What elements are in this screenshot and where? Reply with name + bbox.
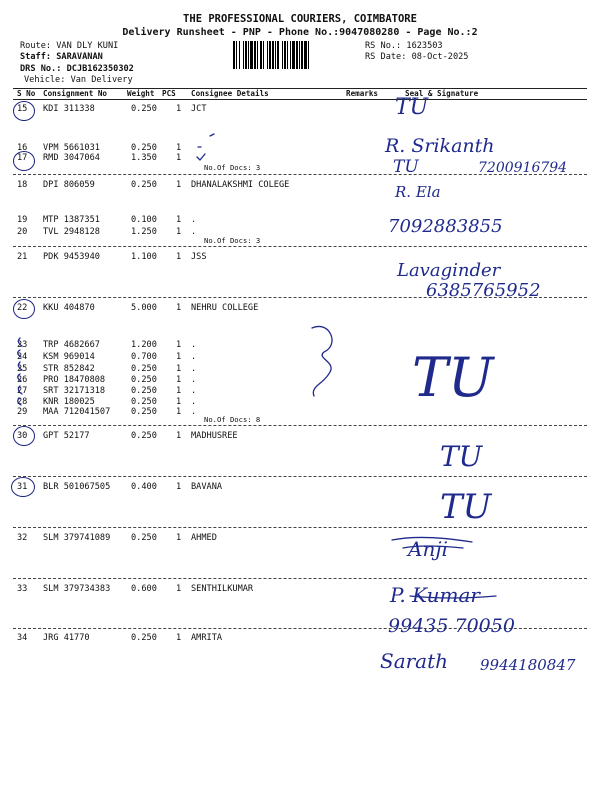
docs-note: No.Of Docs: 3 [204, 163, 261, 172]
cell-pcs: 1 [176, 364, 182, 374]
cell-consignee: NEHRU COLLEGE [191, 303, 259, 313]
rs-number: RS No.: 1623503 [365, 41, 443, 51]
cell-weight: 0.250 [131, 375, 157, 385]
docs-note: No.Of Docs: 8 [204, 415, 261, 424]
cell-consignment: PRO 18470808 [43, 375, 106, 385]
cell-pcs: 1 [176, 215, 182, 225]
cell-consignment: SLM 379734383 [43, 584, 111, 594]
cell-consignment: BLR 501067505 [43, 482, 111, 492]
cell-consignee: MADHUSREE [191, 431, 238, 441]
cell-weight: 1.200 [131, 340, 157, 350]
cell-weight: 0.250 [131, 180, 157, 190]
staff-label: Staff: [20, 52, 52, 62]
col-signature: Seal & Signature [405, 89, 479, 98]
sig-17: TU [393, 157, 419, 177]
drs-label: DRS No.: [20, 64, 62, 74]
cell-consignee: . [191, 375, 197, 385]
cell-sno: 23 [17, 340, 28, 350]
phone-21: 6385765952 [426, 280, 541, 301]
cell-sno: 21 [17, 252, 28, 262]
cell-consignment: TVL 2948128 [43, 227, 100, 237]
cell-consignment: KSM 969014 [43, 352, 95, 362]
cell-weight: 1.350 [131, 153, 157, 163]
cell-weight: 1.250 [131, 227, 157, 237]
cell-sno: 19 [17, 215, 28, 225]
cell-sno: 29 [17, 407, 28, 417]
sig-18: R. Ela [395, 183, 441, 201]
sig-21: Lavaginder [397, 260, 501, 281]
cell-sno: 34 [17, 633, 28, 643]
cell-pcs: 1 [176, 431, 182, 441]
staff-name: SARAVANAN [56, 52, 103, 62]
cell-consignee: SENTHILKUMAR [191, 584, 254, 594]
cell-weight: 0.100 [131, 215, 157, 225]
cell-pcs: 1 [176, 252, 182, 262]
cell-pcs: 1 [176, 352, 182, 362]
vehicle-label: Vehicle: Van Delivery [24, 75, 133, 85]
phone-33: 99435 70050 [388, 615, 515, 637]
cell-pcs: 1 [176, 397, 182, 407]
cell-pcs: 1 [176, 407, 182, 417]
cell-sno: 18 [17, 180, 28, 190]
cell-sno: 16 [17, 143, 28, 153]
docs-note: No.Of Docs: 3 [204, 236, 261, 245]
cell-consignee: . [191, 386, 197, 396]
cell-weight: 0.250 [131, 431, 157, 441]
bracket-scribble [312, 326, 332, 396]
cell-pcs: 1 [176, 303, 182, 313]
cell-sno: 22 [17, 303, 28, 313]
cell-consignment: JRG 41770 [43, 633, 90, 643]
cell-sno: 32 [17, 533, 28, 543]
cell-pcs: 1 [176, 375, 182, 385]
cell-sno: 28 [17, 397, 28, 407]
serial-ticks [18, 338, 22, 405]
cell-consignee: DHANALAKSHMI COLEGE [191, 180, 290, 190]
cell-consignment: KDI 311338 [43, 104, 95, 114]
cell-weight: 0.250 [131, 143, 157, 153]
cell-weight: 0.250 [131, 533, 157, 543]
phone-17: 7200916794 [478, 160, 568, 176]
sig-32: Anji [408, 537, 448, 561]
cell-weight: 0.700 [131, 352, 157, 362]
cell-consignment: GPT 52177 [43, 431, 90, 441]
sig-33: P. Kumar [390, 583, 480, 607]
cell-pcs: 1 [176, 104, 182, 114]
cell-consignment: RMD 3047064 [43, 153, 100, 163]
col-pcs: PCS [162, 89, 176, 98]
cell-consignee: JCT [191, 104, 207, 114]
cell-sno: 15 [17, 104, 28, 114]
cell-consignment: PDK 9453940 [43, 252, 100, 262]
cell-weight: 5.000 [131, 303, 157, 313]
col-weight: Weight [127, 89, 155, 98]
tick-marks [197, 134, 214, 160]
cell-pcs: 1 [176, 633, 182, 643]
cell-sno: 25 [17, 364, 28, 374]
sig-15: TU [395, 95, 429, 120]
cell-pcs: 1 [176, 227, 182, 237]
sig-16: R. Srikanth [385, 135, 495, 157]
cell-consignee: . [191, 227, 197, 237]
cell-consignee: . [191, 397, 197, 407]
cell-pcs: 1 [176, 340, 182, 350]
cell-weight: 0.250 [131, 364, 157, 374]
cell-consignment: SRT 32171318 [43, 386, 106, 396]
cell-pcs: 1 [176, 482, 182, 492]
col-consignment: Consignment No [43, 89, 108, 98]
cell-weight: 1.100 [131, 252, 157, 262]
cell-sno: 30 [17, 431, 28, 441]
cell-pcs: 1 [176, 153, 182, 163]
cell-consignee: . [191, 215, 197, 225]
cell-consignment: MAA 712041507 [43, 407, 111, 417]
cell-weight: 0.400 [131, 482, 157, 492]
cell-consignment: STR 852842 [43, 364, 95, 374]
col-remarks: Remarks [346, 89, 379, 98]
cell-sno: 27 [17, 386, 28, 396]
sig-22: TU [412, 346, 494, 409]
cell-weight: 0.600 [131, 584, 157, 594]
cell-sno: 17 [17, 153, 28, 163]
cell-consignment: VPM 5661031 [43, 143, 100, 153]
cell-consignee: BAVANA [191, 482, 223, 492]
cell-sno: 24 [17, 352, 28, 362]
sig-34: Sarath [380, 649, 449, 673]
cell-pcs: 1 [176, 143, 182, 153]
cell-consignee: AMRITA [191, 633, 223, 643]
phone-19: 7092883855 [388, 216, 503, 237]
drs-number: DCJB162350302 [66, 64, 134, 74]
cell-sno: 31 [17, 482, 28, 492]
sig-31: TU [440, 487, 492, 527]
cell-sno: 20 [17, 227, 28, 237]
phone-34: 9944180847 [480, 656, 576, 674]
cell-consignee: . [191, 364, 197, 374]
cell-pcs: 1 [176, 584, 182, 594]
cell-consignee: . [191, 407, 197, 417]
cell-weight: 0.250 [131, 104, 157, 114]
cell-sno: 26 [17, 375, 28, 385]
cell-consignment: KNR 180025 [43, 397, 95, 407]
sig-30: TU [440, 440, 483, 473]
runsheet-subtitle: Delivery Runsheet - PNP - Phone No.:9047080280 - Page No.:2 [122, 27, 478, 38]
col-consignee: Consignee Details [191, 89, 269, 98]
cell-weight: 0.250 [131, 407, 157, 417]
cell-pcs: 1 [176, 180, 182, 190]
company-title: THE PROFESSIONAL COURIERS, COIMBATORE [183, 13, 417, 25]
cell-weight: 0.250 [131, 633, 157, 643]
cell-consignee: . [191, 340, 197, 350]
cell-consignee: AHMED [191, 533, 217, 543]
cell-consignment: TRP 4682667 [43, 340, 100, 350]
cell-consignment: KKU 404870 [43, 303, 95, 313]
cell-consignee: . [191, 352, 197, 362]
cell-sno: 33 [17, 584, 28, 594]
route-label: Route: VAN DLY KUNI [20, 41, 119, 51]
col-sno: S No [17, 89, 36, 98]
rs-date: RS Date: 08-Oct-2025 [365, 52, 469, 62]
cell-consignment: DPI 806059 [43, 180, 95, 190]
cell-consignment: SLM 379741089 [43, 533, 111, 543]
cell-pcs: 1 [176, 386, 182, 396]
cell-consignee: JSS [191, 252, 207, 262]
cell-weight: 0.250 [131, 386, 157, 396]
cell-weight: 0.250 [131, 397, 157, 407]
cell-pcs: 1 [176, 533, 182, 543]
cell-consignment: MTP 1387351 [43, 215, 100, 225]
